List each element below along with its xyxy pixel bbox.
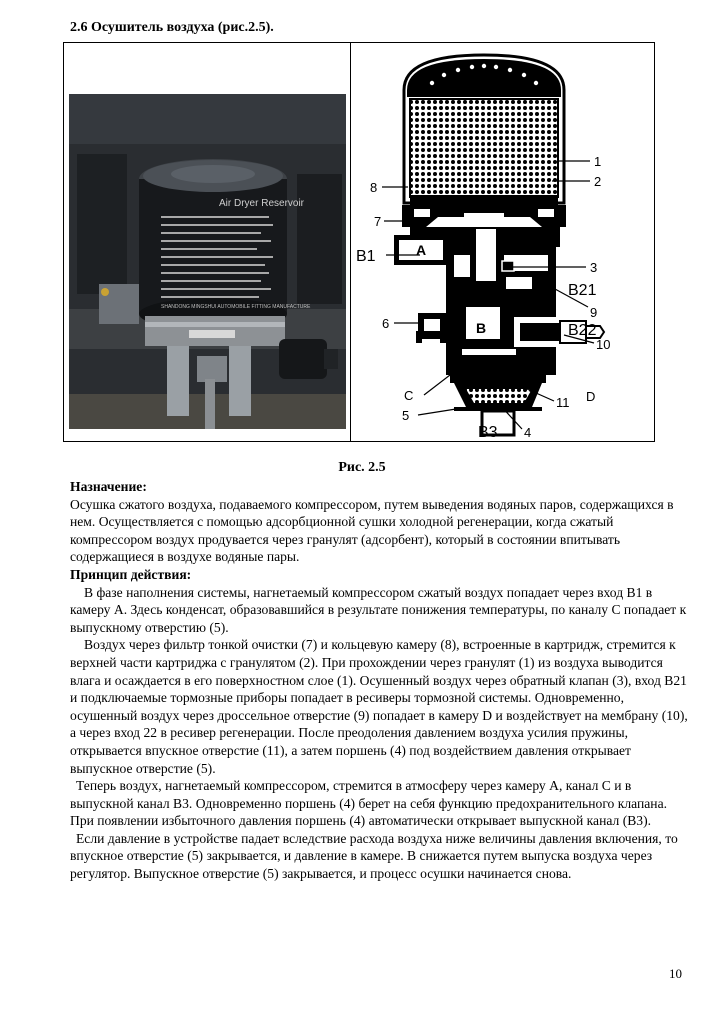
paragraph: Воздух через фильтр тонкой очистки (7) и кольцевую камеру (8), встроенные в картридж, стремится к верхней части картриджа с гранулятом (2). При прохождении через гранулят (1) из воздуха выводится влага и осаждается в его поверхностном слое (1). Осушенный воздух через обратный клапан (3), вход В21 и подключаемые тормозные приборы попадает в ресиверы тормозной системы. Одновременно, осушенный воздух через дроссельное отверстие (9) попадает в камеру D и воздействует на мембрану (10), а через вход 22 в ресивер регенерации. После преодоления давлением воздуха усилия пружины, открывается впускное отверстие (11), а затем поршень (4) под воздействием давления открывает выпускное отверстие (5). (70, 637, 688, 776)
label-B21: B21 (568, 282, 597, 299)
label-B3: B3 (478, 424, 498, 440)
page-number: 10 (669, 966, 682, 981)
label-8: 8 (370, 180, 378, 195)
paragraph: Теперь воздух, нагнетаемый компрессором, стремится в атмосферу через камеру А, канал С и в выпускной канал В3. Одновременно поршень (4) берет на себя функцию предохранительного клапана. При появлении избыточного давления поршень (4) автоматически открывает выпускной канал (В3). (70, 778, 668, 829)
label-1: 1 (594, 154, 602, 169)
label-5: 5 (402, 408, 410, 423)
label-6: 6 (382, 316, 390, 331)
label-11: 11 (556, 395, 570, 410)
section-heading: 2.6 Осушитель воздуха (рис.2.5). (70, 20, 274, 35)
air-dryer-schematic (354, 45, 654, 440)
figure-frame (63, 42, 655, 442)
air-dryer-photo (69, 94, 346, 429)
label-9: 9 (590, 305, 598, 320)
photo-label-text: Air Dryer Reservoir (219, 198, 305, 209)
photo-brand-text: SHANDONG MINGSHUI AUTOMOBILE FITTING MANUFACTURE (161, 304, 311, 310)
label-B22: B22 (568, 322, 597, 339)
body-text (70, 478, 688, 883)
figure-caption: Рис. 2.5 (338, 460, 386, 475)
label-2: 2 (594, 174, 602, 189)
label-4: 4 (524, 425, 532, 440)
principle-heading: Принцип действия: (70, 566, 192, 582)
purpose-paragraph: Осушка сжатого воздуха, подаваемого компрессором, путем выведения водяных паров, содержащихся в нем. Осуществляется с помощью адсорбционной сушки холодной регенерации, когда сжатый компрессором воздух продувается через гранулят (адсорбент), который в состоянии впитывать содержащиеся в воздухе водяные пары. (70, 496, 674, 565)
label-C: C (404, 388, 414, 403)
label-3: 3 (590, 260, 598, 275)
label-A: A (416, 242, 427, 258)
figure-divider (350, 43, 351, 441)
label-D: D (586, 389, 596, 404)
paragraph: В фазе наполнения системы, нагнетаемый компрессором сжатый воздух попадает через вход В1 в камеру А. Здесь конденсат, образовавшийся в результате понижения температуры, по каналу С попадает к выпускному отверстию (5). (70, 584, 687, 635)
label-B: B (476, 320, 487, 336)
label-B1: B1 (356, 248, 376, 265)
label-7: 7 (374, 214, 382, 229)
label-10: 10 (596, 337, 611, 352)
purpose-heading: Назначение: (70, 479, 147, 494)
paragraph: Если давление в устройстве падает вследствие расхода воздуха ниже величины давления включения, то впускное отверстие (5) закрывается, и давление в камере. В снижается путем выпуска воздуха через регулятор. Выпускное отверстие (5) закрывается, и процесс осушки начинается снова. (70, 830, 678, 882)
